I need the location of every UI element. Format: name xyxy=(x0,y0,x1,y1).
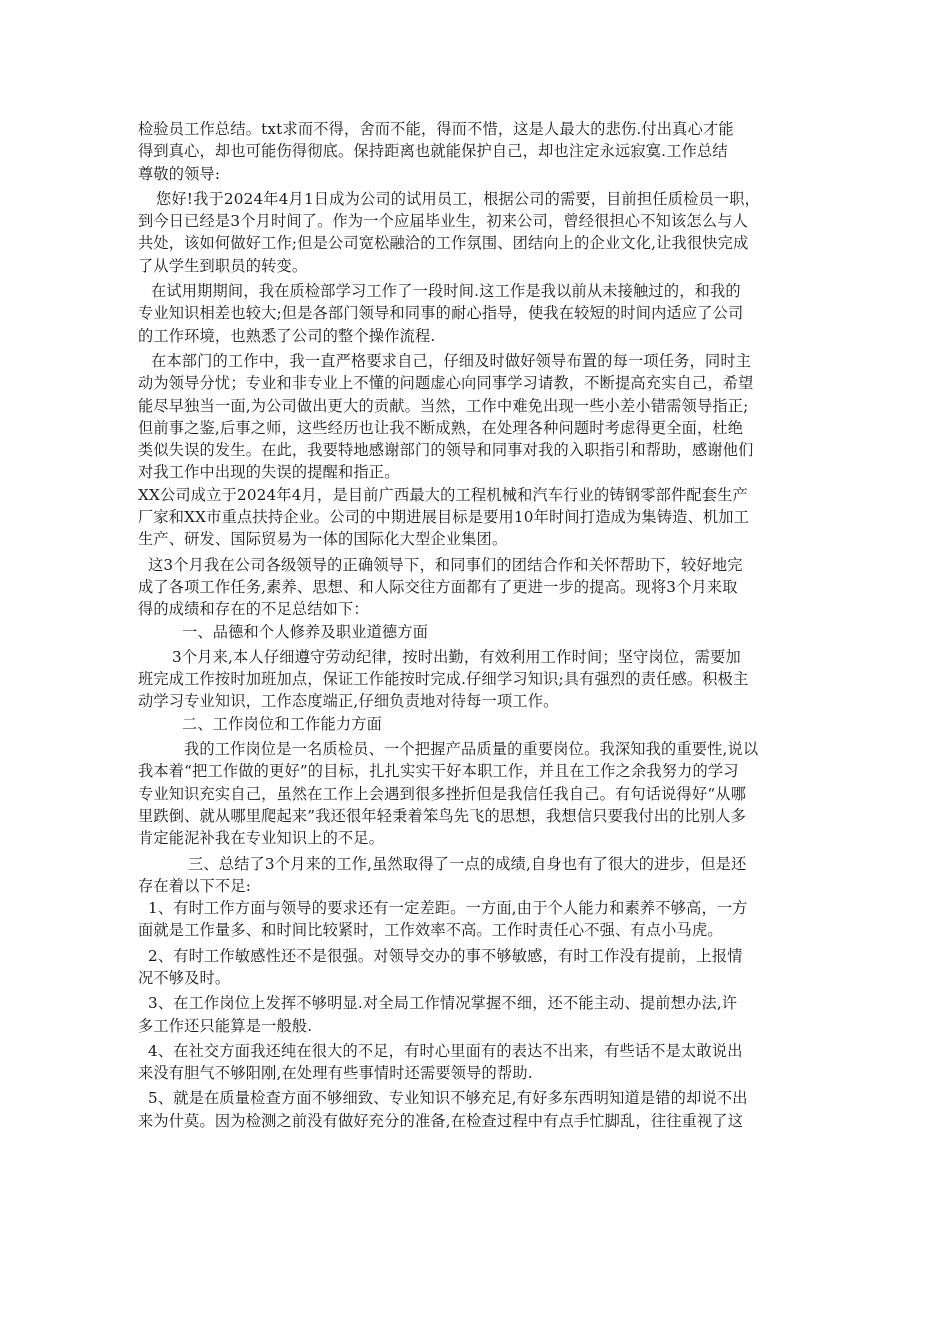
text-line: 来没有胆气不够阳刚,在处理有些事情时还需要领导的帮助. xyxy=(138,1064,533,1083)
document-body xyxy=(138,118,828,1132)
text-line: 这3个月我在公司各级领导的正确领导下，和同事们的团结合作和关怀帮助下，较好地完 xyxy=(148,555,743,574)
text-line: 生产、研发、国际贸易为一体的国际化大型企业集团。 xyxy=(138,530,508,549)
text-line: 检验员工作总结。txt求而不得，舍而不能，得而不惜，这是人最大的悲伤.付出真心才能 xyxy=(138,120,734,138)
text-line: 的工作环境，也熟悉了公司的整个操作流程. xyxy=(138,326,436,345)
text-line: 成了各项工作任务,素养、思想、和人际交往方面都有了更进一步的提高。现将3个月来取 xyxy=(138,577,738,596)
text-line: 来为什莫。因为检测之前没有做好充分的准备,在检查过程中有点手忙脚乱，往往重视了这 xyxy=(138,1111,744,1130)
text-line: 共处，该如何做好工作;但是公司宽松融洽的工作氛围、团结向上的企业文化,让我很快完成 xyxy=(138,234,749,253)
text-line: 我本着“把工作做的更好”的目标，扎扎实实干好本职工作，并且在工作之余我努力的学习 xyxy=(138,762,739,781)
text-line: 专业知识充实自己，虽然在工作上会遇到很多挫折但是我信任我自己。有句话说得好“从哪 xyxy=(138,784,747,803)
text-line: 了从学生到职员的转变。 xyxy=(138,256,308,275)
text-line: 对我工作中出现的失误的提醒和指正。 xyxy=(138,463,400,482)
salutation: 尊敬的领导: xyxy=(138,164,221,183)
list-item: 2、有时工作敏感性还不是很强。对领导交办的事不够敏感，有时工作没有提前，上报情 xyxy=(148,946,743,965)
text-line: 能尽早独当一面,为公司做出更大的贡献。当然，工作中难免出现一些小差小错需领导指正; xyxy=(138,396,749,415)
text-line: 3个月来,本人仔细遵守劳动纪律，按时出勤，有效利用工作时间；坚守岗位，需要加 xyxy=(172,647,741,666)
text-line: 在本部门的工作中，我一直严格要求自己，仔细及时做好领导布置的每一项任务，同时主 xyxy=(151,351,752,370)
section-heading: 三、总结了3个月来的工作,虽然取得了一点的成绩,自身也有了很大的进步，但是还 xyxy=(188,854,747,873)
section-heading: 一、品德和个人修养及职业道德方面 xyxy=(182,622,429,641)
text-line: XX公司成立于2024年4月，是目前广西最大的工程机械和汽车行业的铸钢零部件配套生产 xyxy=(138,485,748,504)
list-item: 4、在社交方面我还纯在很大的不足，有时心里面有的表达不出来，有些话不是太敢说出 xyxy=(148,1041,743,1060)
text-line: 况不够及时。 xyxy=(138,968,231,987)
text-line: 您好!我于2024年4月1日成为公司的试用员工，根据公司的需要，目前担任质检员一职， xyxy=(156,189,761,208)
text-line: 我的工作岗位是一名质检员、一个把握产品质量的重要岗位。我深知我的重要性,说以 xyxy=(184,740,759,759)
text-line: 班完成工作按时加班加点，保证工作能按时完成.仔细学习知识;具有强烈的责任感。积极主 xyxy=(138,670,749,689)
text-line: 得到真心，却也可能伤得彻底。保持距离也就能保护自己，却也注定永远寂寞.工作总结 xyxy=(138,142,728,161)
text-line: 得的成绩和存在的不足总结如下： xyxy=(138,600,369,619)
list-item: 3、在工作岗位上发挥不够明显.对全局工作情况掌握不细，还不能主动、提前想办法,许 xyxy=(148,994,738,1013)
text-line: 到今日已经是3个月时间了。作为一个应届毕业生，初来公司，曾经很担心不知该怎么与人 xyxy=(138,212,748,231)
text-line: 类似失误的发生。在此，我要特地感谢部门的领导和同事对我的入职指引和帮助，感谢他们 xyxy=(138,441,754,460)
text-line: 在试用期期间，我在质检部学习工作了一段时间.这工作是我以前从未接触过的，和我的 xyxy=(151,282,741,301)
text-line: 专业知识相差也较大;但是各部门领导和同事的耐心指导，使我在较短的时间内适应了公司 xyxy=(138,304,744,323)
list-item: 1、有时工作方面与领导的要求还有一定差距。一方面,由于个人能力和素养不够高，一方 xyxy=(148,899,748,918)
text-line: 多工作还只能算是一般般. xyxy=(138,1016,313,1035)
section-heading: 二、工作岗位和工作能力方面 xyxy=(182,714,383,733)
text-line: 动学习专业知识，工作态度端正,仔细负责地对待每一项工作。 xyxy=(138,692,559,711)
text-line: 厂家和XX市重点扶持企业。公司的中期进展目标是要用10年时间打造成为集铸造、机加工 xyxy=(138,508,750,527)
text-line: 存在着以下不足: xyxy=(138,876,252,895)
text-line: 肯定能泥补我在专业知识上的不足。 xyxy=(138,829,385,848)
list-item: 5、就是在质量检查方面不够细致、专业知识不够充足,有好多东西明知道是错的却说不出 xyxy=(148,1089,748,1108)
text-line: 面就是工作量多、和时间比较紧时，工作效率不高。工作时责任心不强、有点小马虎。 xyxy=(138,921,723,940)
text-line: 但前事之鉴,后事之师，这些经历也让我不断成熟，在处理各种问题时考虑得更全面，杜绝 xyxy=(138,418,744,437)
text-line: 里跌倒、就从哪里爬起来”我还很年轻秉着笨鸟先飞的思想，我想信只要我付出的比别人多 xyxy=(138,806,747,825)
text-line: 动为领导分忧；专业和非专业上不懂的问题虚心向同事学习请教，不断提高充实自己，希望 xyxy=(138,374,754,393)
